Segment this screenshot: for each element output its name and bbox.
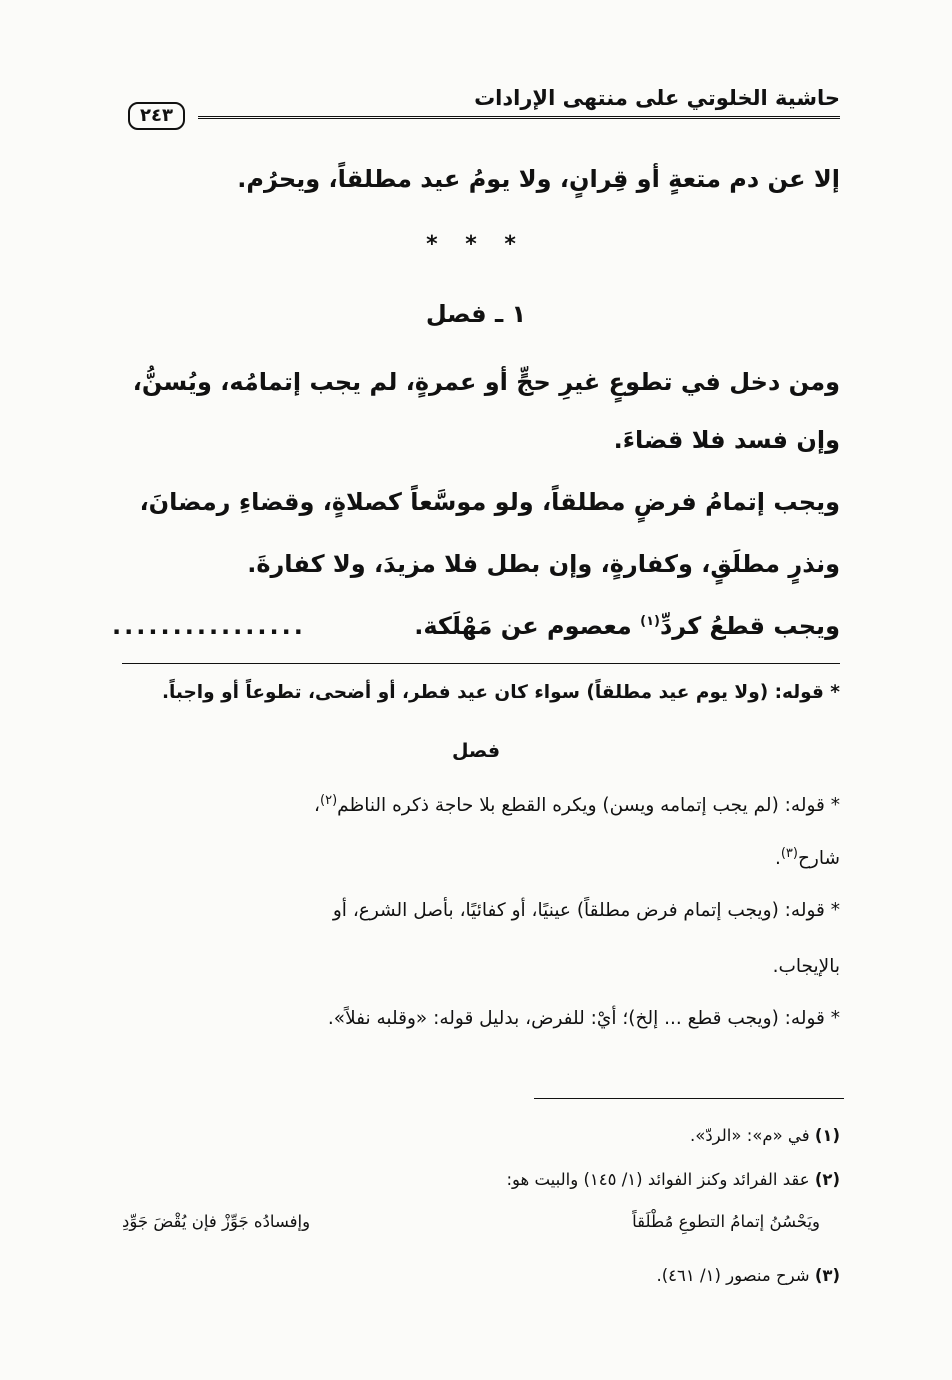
footnote-ref-3: (٣) [780,846,798,861]
verse-second-hemistich: وإفسادُه جَوِّزْ فإن يُقْضَ جَوِّدِ [122,1212,311,1231]
commentary-line-6: * قوله: (ويجب قطع ... إلخ)؛ أيْ: للفرض، بدليل قوله: «وقلبه نفلاً». [327,1008,840,1029]
footnote-2-number: (٢) [814,1170,840,1189]
running-title: حاشية الخلوتي على منتهى الإرادات [474,86,840,110]
footnote-ref-2: (٢) [320,793,338,808]
commentary-line-2-text: * قوله: (لم يجب إتمامه ويسن) ويكره القطع بلا حاجة ذكره الناظم [337,795,840,817]
main-line-5: ونذرٍ مطلَقٍ، وكفارةٍ، وإن بطل فلا مزيدَ، ولا كفارةَ. [247,550,840,578]
main-line-6-text: ويجب قطعُ كردِّ [659,612,840,640]
commentary-line-4: * قوله: (ويجب إتمام فرض مطلقاً) عينيًا، أو كفائيًا، بأصل الشرع، أو [332,900,840,921]
footnote-ref-1: (١) [640,614,660,629]
commentary-line-2-end: ، [314,795,321,817]
commentary-line-5: بالإيجاب. [772,956,840,977]
verse-first-hemistich: ويَحْسُنُ إتمامُ التطوعِ مُطْلَقاً [632,1212,820,1231]
page-number: ٢٤٣ [128,102,185,130]
commentary-line-3-end: . [774,848,781,870]
footnote-1-number: (١) [814,1126,840,1145]
footnote-2 [506,1170,840,1189]
footnote-3 [656,1266,840,1285]
footnote-2-text: عقد الفرائد وكنز الفوائد (١/ ١٤٥) والبيت هو: [506,1170,810,1189]
main-line-1: إلا عن دم متعةٍ أو قِرانٍ، ولا يومُ عيد مطلقاً، ويحرُم. [237,165,840,193]
footnote-3-text: شرح منصور (١/ ٤٦١). [656,1266,810,1285]
main-line-2: ومن دخل في تطوعٍ غيرِ حجٍّ أو عمرةٍ، لم يجب إتمامُه، ويُسنُّ، [132,368,840,396]
commentary-heading: فصل [451,740,501,762]
main-line-4: ويجب إتمامُ فرضٍ مطلقاً، ولو موسَّعاً كصلاةٍ، وقضاءِ رمضانَ، [139,488,840,516]
footnotes [112,0,840,1300]
separator-stars: * * * [426,232,526,257]
leader-dots: ................ [112,612,306,640]
commentary-line-1: * قوله: (ولا يوم عيد مطلقاً) سواء كان عيد فطر، أو أضحى، تطوعاً أو واجباً. [161,682,840,703]
footnote-1-text: في «م»: «الردّ». [689,1126,810,1145]
main-line-6-end: معصوم عن مَهْلَكة. [414,612,641,640]
main-line-3: وإن فسد فلا قضاءَ. [613,426,840,454]
footnote-verse [112,1212,840,1238]
commentary-line-3-text: شارح [797,848,840,870]
section-title: ١ ـ فصل [425,300,527,328]
footnote-1 [690,1126,840,1145]
footnote-3-number: (٣) [814,1266,840,1285]
